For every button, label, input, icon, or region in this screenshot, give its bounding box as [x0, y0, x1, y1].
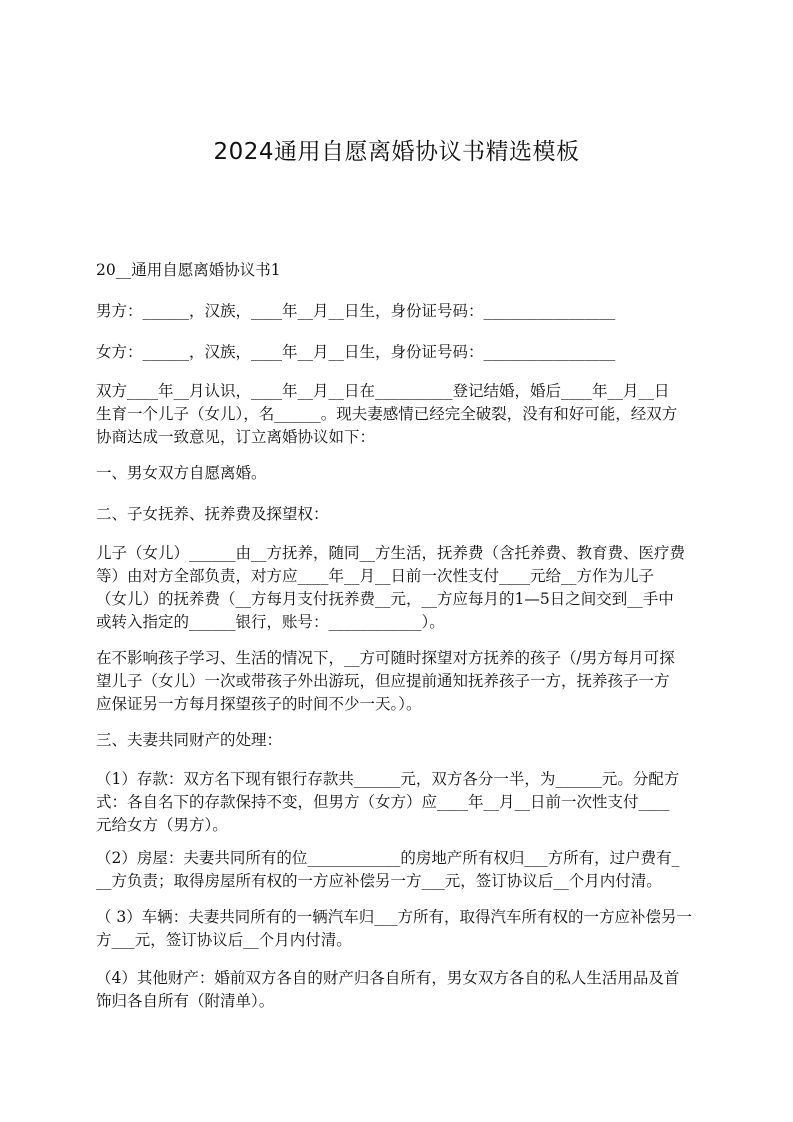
document-title: 2024通用自愿离婚协议书精选模板	[213, 139, 580, 165]
deposits-line: 式：各自名下的存款保持不变，但男方（女方）应____年__月__日前一次性支付____	[96, 793, 670, 811]
deposits-paragraph	[96, 768, 700, 837]
intro-paragraph	[96, 380, 700, 449]
intro-line: 协商达成一致意见，订立离婚协议如下：	[96, 428, 376, 446]
clause-1	[96, 462, 700, 485]
clause-2-heading: 二、子女抚养、抚养费及探望权：	[96, 505, 329, 523]
other-property-line: 饰归各自所有（附清单）。	[96, 992, 275, 1010]
deposits-line: 元给女方（男方）。	[96, 816, 228, 834]
intro-line: 生育一个儿子（女儿），名______。现夫妻感情已经完全破裂，没有和好可能，经双方	[96, 405, 678, 423]
wife-line: 女方：______，汉族，____年__月__日生，身份证号码：_________________	[96, 343, 616, 361]
child-support-line: （女儿）的抚养费（__方每月支付抚养费__元，__方应每月的1—5日之间交到__手中	[96, 590, 674, 608]
agreement-subtitle	[96, 259, 700, 282]
husband-line: 男方：______，汉族，____年__月__日生，身份证号码：_________________	[96, 302, 616, 320]
clause-3	[96, 729, 700, 752]
child-support-paragraph	[96, 542, 700, 634]
child-support-line: 等）由对方全部负责，对方应____年__月__日前一次性支付____元给__方作为儿子	[96, 567, 655, 585]
subtitle-line: 20__通用自愿离婚协议书1	[96, 261, 281, 279]
clause-1-text: 一、男女双方自愿离婚。	[96, 464, 267, 482]
vehicle-paragraph	[96, 906, 700, 952]
house-paragraph	[96, 847, 700, 893]
intro-line: 双方____年__月认识，____年__月__日在__________登记结婚，婚后____年__月__日	[96, 382, 670, 400]
clause-3-heading: 三、夫妻共同财产的处理：	[96, 731, 283, 749]
husband-info	[96, 300, 700, 323]
clause-2	[96, 503, 700, 526]
deposits-line: （1）存款：双方名下现有银行存款共______元，双方各分一半，为______元。分配方	[96, 770, 680, 788]
house-line: （2）房屋：夫妻共同所有的位____________的房地产所有权归___方所有，过户费有_	[96, 849, 680, 867]
vehicle-line: 方___元，签订协议后__个月内付清。	[96, 931, 352, 949]
wife-info	[96, 341, 700, 364]
house-line: __方负责；取得房屋所有权的一方应补偿另一方___元，签订协议后__个月内付清。	[96, 872, 662, 890]
visitation-line: 在不影响孩子学习、生活的情况下，__方可随时探望对方抚养的孩子（/男方每月可探	[96, 649, 675, 667]
other-property-paragraph	[96, 967, 700, 1013]
vehicle-line: （ 3）车辆：夫妻共同所有的一辆汽车归___方所有，取得汽车所有权的一方应补偿另一	[96, 908, 693, 926]
other-property-line: （4）其他财产：婚前双方各自的财产归各自所有，男女双方各自的私人生活用品及首	[96, 969, 680, 987]
visitation-paragraph	[96, 647, 700, 716]
visitation-line: 望儿子（女儿）一次或带孩子外出游玩，但应提前通知抚养孩子一方，抚养孩子一方	[96, 672, 670, 690]
child-support-line: 儿子（女儿）______由__方抚养，随同__方生活，抚养费（含托养费、教育费、医疗费	[96, 544, 686, 562]
visitation-line: 应保证另一方每月探望孩子的时间不少一天。）。	[96, 695, 422, 713]
child-support-line: 或转入指定的______银行，账号：____________）。	[96, 613, 445, 631]
